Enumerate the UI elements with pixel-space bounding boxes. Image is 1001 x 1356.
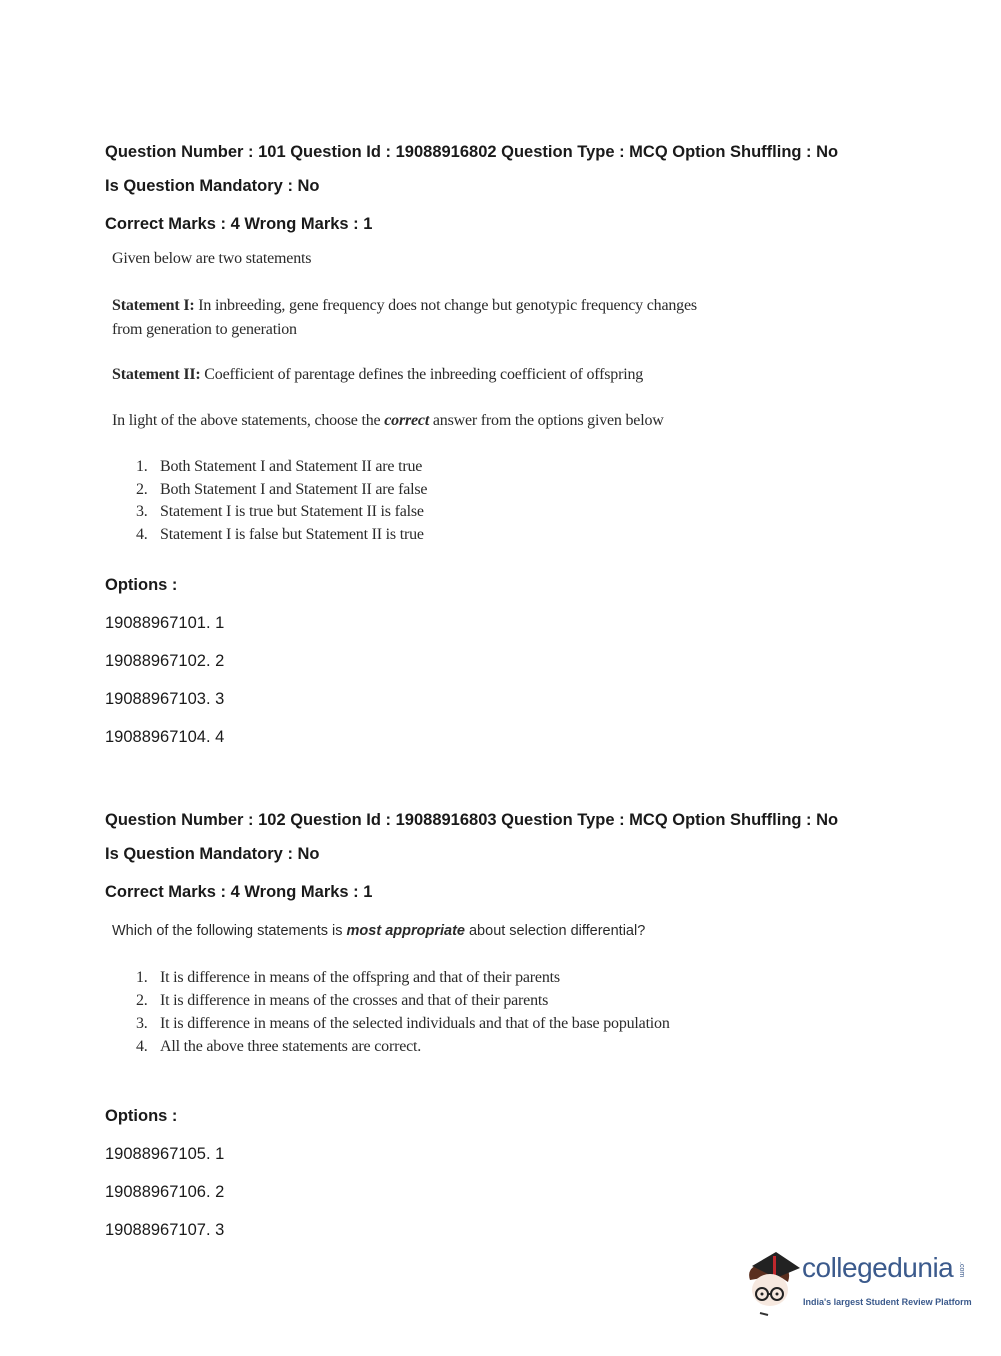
choice-item <box>136 1015 670 1033</box>
choice-text: It is difference in means of the selected individuals and that of the base population <box>160 1015 670 1032</box>
choice-number: 2. <box>136 992 148 1009</box>
question-header: Question Number : 101 Question Id : 19088916802 Question Type : MCQ Option Shuffling : No <box>105 143 839 161</box>
question-header: Question Number : 102 Question Id : 19088916803 Question Type : MCQ Option Shuffling : No <box>105 811 839 829</box>
option-item: 19088967101. 1 <box>105 614 225 632</box>
question-marks: Correct Marks : 4 Wrong Marks : 1 <box>105 883 373 901</box>
choice-number: 1. <box>136 458 148 475</box>
statement-text: In inbreeding, gene frequency does not change but genotypic frequency changes <box>194 297 697 314</box>
prompt-text: In light of the above statements, choose the <box>112 412 385 429</box>
prompt-text: about selection differential? <box>464 923 646 939</box>
question-intro: Given below are two statements <box>112 250 312 267</box>
choice-item <box>136 503 424 521</box>
statement-1-continued: from generation to generation <box>112 321 297 338</box>
option-item: 19088967105. 1 <box>105 1145 225 1163</box>
choice-text: Statement I is false but Statement II is true <box>160 526 424 543</box>
choice-text: It is difference in means of the crosses and that of their parents <box>160 992 549 1009</box>
statement-label: Statement II: <box>112 366 201 383</box>
option-item: 19088967104. 4 <box>105 728 225 746</box>
choice-text: Statement I is true but Statement II is false <box>160 503 424 520</box>
choice-text: Both Statement I and Statement II are true <box>160 458 423 475</box>
choice-text: All the above three statements are correct. <box>160 1038 422 1055</box>
statement-1 <box>112 297 697 315</box>
choice-number: 3. <box>136 1015 148 1032</box>
question-prompt <box>112 923 645 939</box>
choice-number: 2. <box>136 481 148 498</box>
statement-text: Coefficient of parentage defines the inbreeding coefficient of offspring <box>200 366 644 383</box>
choice-text: Both Statement I and Statement II are false <box>160 481 428 498</box>
question-prompt <box>112 412 664 430</box>
question-mandatory: Is Question Mandatory : No <box>105 177 320 195</box>
choice-item <box>136 458 422 476</box>
choice-item <box>136 992 548 1010</box>
collegedunia-logo <box>742 1250 972 1320</box>
choice-text: It is difference in means of the offspring and that of their parents <box>160 969 560 986</box>
choice-item <box>136 969 560 987</box>
mascot-icon <box>742 1250 802 1320</box>
logo-tagline: India's largest Student Review Platform <box>803 1297 972 1307</box>
choice-item <box>136 526 424 544</box>
choice-number: 3. <box>136 503 148 520</box>
prompt-emphasis: most appropriate <box>346 923 465 939</box>
prompt-emphasis: correct <box>384 412 430 429</box>
statement-2 <box>112 366 643 384</box>
choice-item <box>136 1038 421 1056</box>
choice-number: 4. <box>136 526 148 543</box>
choice-number: 1. <box>136 969 148 986</box>
options-label: Options : <box>105 576 178 594</box>
prompt-text: Which of the following statements is <box>112 923 347 939</box>
choice-item <box>136 481 427 499</box>
options-label: Options : <box>105 1107 178 1125</box>
option-item: 19088967107. 3 <box>105 1221 225 1239</box>
question-mandatory: Is Question Mandatory : No <box>105 845 320 863</box>
option-item: 19088967102. 2 <box>105 652 225 670</box>
question-marks: Correct Marks : 4 Wrong Marks : 1 <box>105 215 373 233</box>
logo-suffix: .com <box>958 1262 965 1278</box>
option-item: 19088967103. 3 <box>105 690 225 708</box>
statement-label: Statement I: <box>112 297 195 314</box>
option-item: 19088967106. 2 <box>105 1183 225 1201</box>
choice-number: 4. <box>136 1038 148 1055</box>
logo-wordmark: collegedunia <box>802 1252 954 1283</box>
prompt-text: answer from the options given below <box>429 412 664 429</box>
